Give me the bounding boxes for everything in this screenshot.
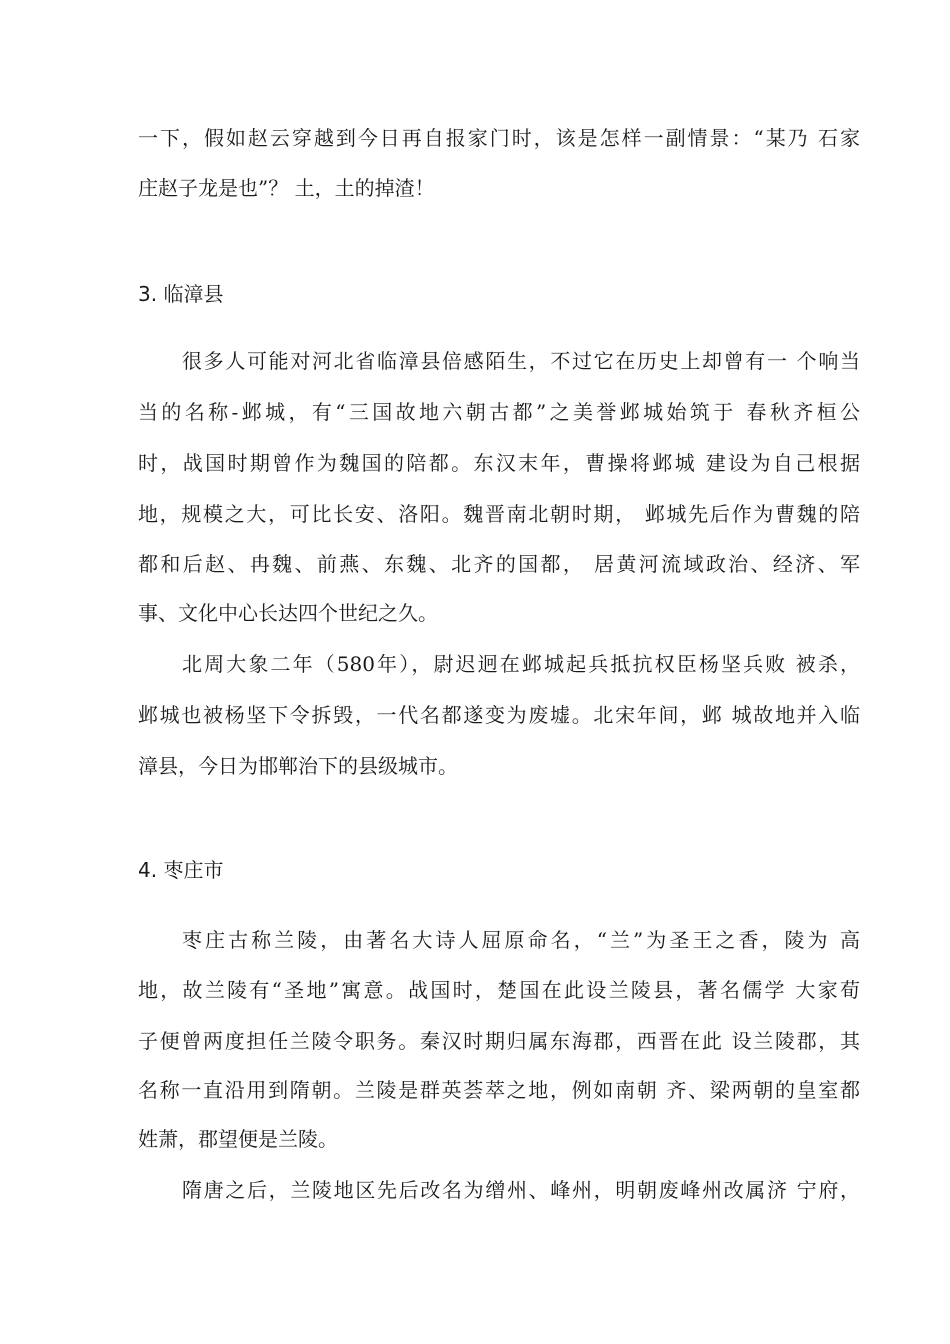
- s3-p2-line-1: 北周大象二年（580年），尉迟迥在邺城起兵抵抗权臣杨坚兵败 被杀，: [182, 652, 860, 676]
- continuation-line-2: 庄赵子龙是也”？ 土，土的掉渣！: [138, 176, 435, 200]
- s3-p2-line-3: 漳县，今日为邯郸治下的县级城市。: [138, 754, 458, 778]
- s4-p1-line-1: 枣庄古称兰陵，由著名大诗人屈原命名，“兰”为圣王之香，陵为 高: [182, 928, 860, 952]
- s3-p1-line-4: 地，规模之大，可比长安、洛阳。魏晋南北朝时期， 邺城先后作为曹魏的陪: [138, 502, 860, 526]
- s4-p1-line-5: 姓萧，郡望便是兰陵。: [138, 1127, 338, 1151]
- section-heading-4: 4. 枣庄市: [138, 858, 224, 882]
- s4-p1-line-2: 地，故兰陵有“圣地”寓意。战国时，楚国在此设兰陵县，著名儒学 大家荀: [138, 978, 860, 1002]
- s3-p1-line-6: 事、文化中心长达四个世纪之久。: [138, 601, 438, 625]
- s4-p2-line-1: 隋唐之后，兰陵地区先后改名为缯州、峰州，明朝废峰州改属济 宁府，: [182, 1178, 860, 1202]
- s3-p2-line-2: 邺城也被杨坚下令拆毁，一代名都遂变为废墟。北宋年间，邺 城故地并入临: [138, 703, 860, 727]
- s3-p1-line-3: 时，战国时期曾作为魏国的陪都。东汉末年，曹操将邺城 建设为自己根据: [138, 451, 860, 475]
- section-heading-3: 3. 临漳县: [138, 282, 224, 306]
- s3-p1-line-1: 很多人可能对河北省临漳县倍感陌生，不过它在历史上却曾有一 个响当: [182, 349, 860, 373]
- s4-p1-line-4: 名称一直沿用到隋朝。兰陵是群英荟萃之地，例如南朝 齐、梁两朝的皇室都: [138, 1078, 860, 1102]
- s3-p1-line-5: 都和后赵、冉魏、前燕、东魏、北齐的国都， 居黄河流域政治、经济、军: [138, 552, 860, 576]
- s3-p1-line-2: 当的名称-邺城，有“三国故地六朝古都”之美誉邺城始筑于 春秋齐桓公: [138, 400, 860, 424]
- continuation-line-1: 一下，假如赵云穿越到今日再自报家门时，该是怎样一副情景：“某乃 石家: [138, 126, 860, 150]
- s4-p1-line-3: 子便曾两度担任兰陵令职务。秦汉时期归属东海郡，西晋在此 设兰陵郡，其: [138, 1029, 860, 1053]
